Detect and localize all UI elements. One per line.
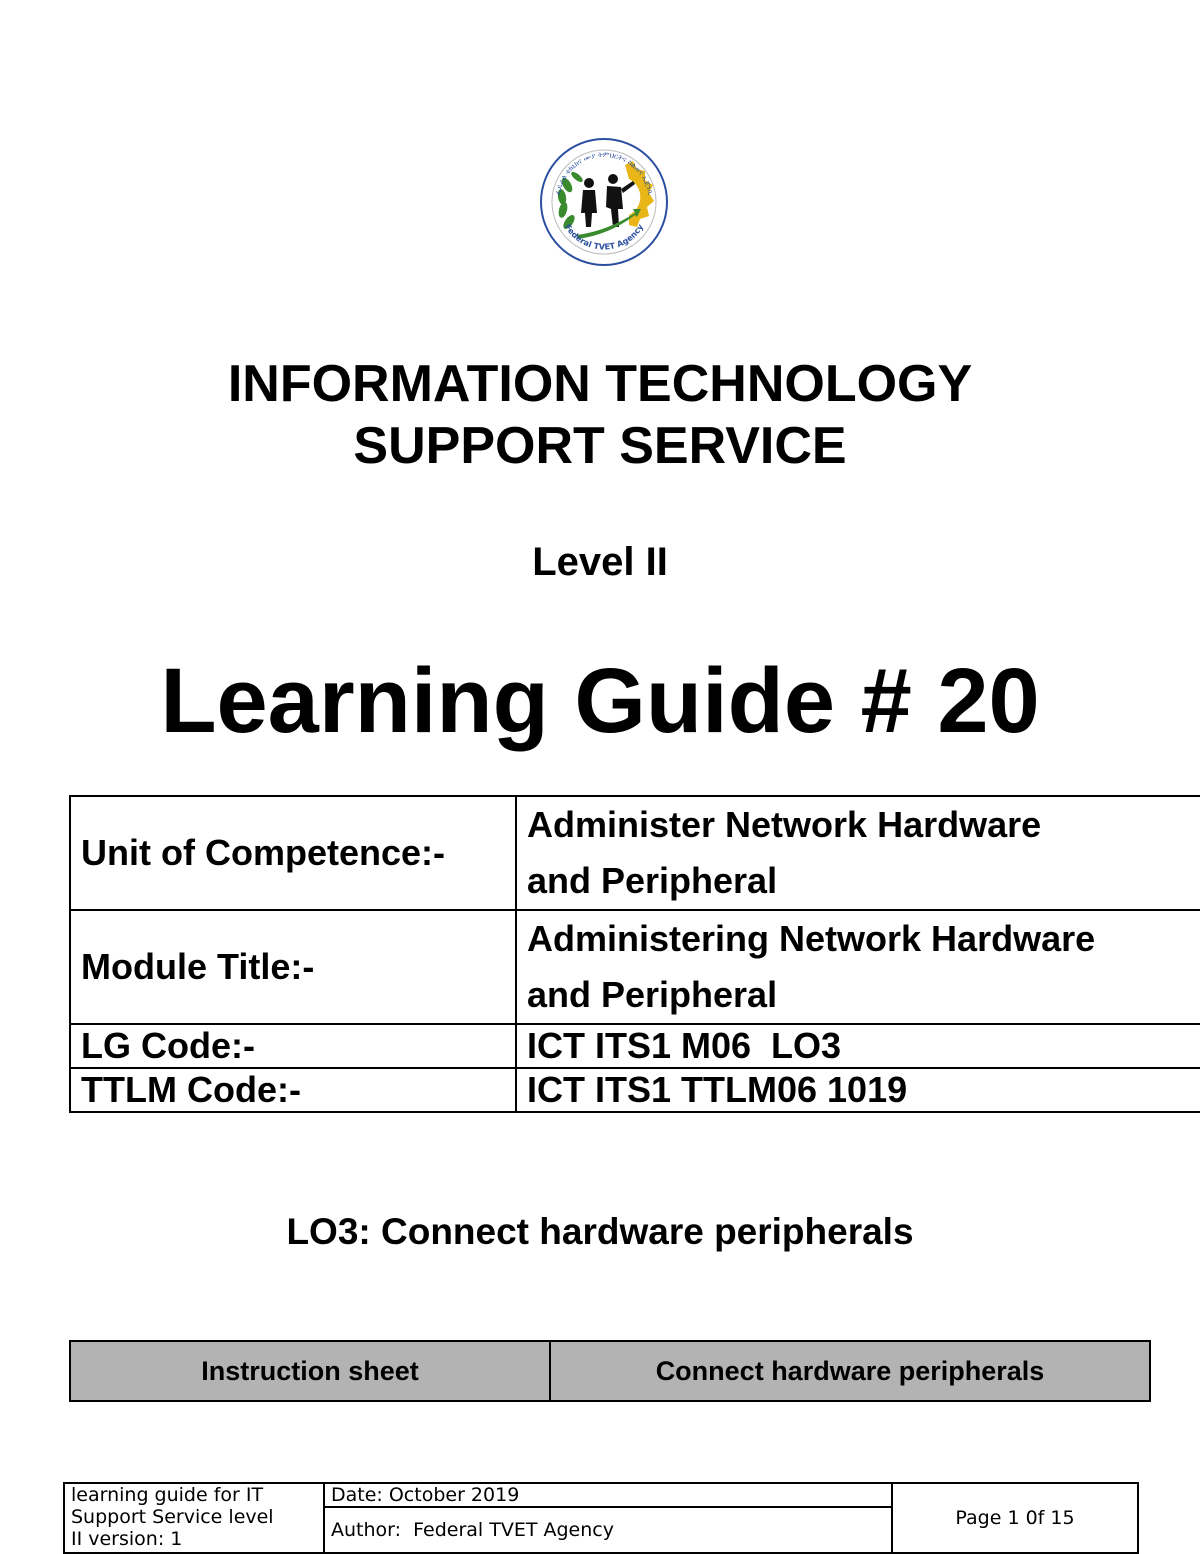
instruction-topic: Connect hardware peripherals — [550, 1341, 1150, 1401]
footer-guide-line2: Support Service level — [71, 1506, 274, 1528]
agency-logo — [537, 135, 671, 269]
logo-top-text: ፌዴራል ቴክኒክና ሙያ ትምህርትና ስልጠና ኤጀንሲ — [553, 150, 655, 196]
ttlm-code-value: ICT ITS1 TTLM06 1019 — [516, 1068, 1200, 1112]
module-title-value-line1: Administering Network Hardware — [527, 918, 1096, 959]
lo-heading: LO3: Connect hardware peripherals — [286, 1211, 914, 1252]
module-title-label: Module Title:- — [70, 910, 516, 1024]
unit-of-competence-value-line1: Administer Network Hardware — [527, 804, 1042, 845]
logo-bottom-text: Federal TVET Agency — [562, 222, 646, 252]
unit-of-competence-label: Unit of Competence:- — [70, 796, 516, 910]
info-table — [69, 795, 1200, 1113]
footer-guide-info — [64, 1483, 324, 1553]
title-line-1: INFORMATION TECHNOLOGY — [227, 355, 973, 413]
unit-of-competence-value-line2: and Peripheral — [527, 860, 778, 901]
footer-guide-line1: learning guide for IT — [71, 1484, 264, 1506]
footer-author: Author: Federal TVET Agency — [324, 1507, 892, 1553]
title-line-2: SUPPORT SERVICE — [353, 417, 847, 475]
instruction-sheet-label: Instruction sheet — [70, 1341, 550, 1401]
instruction-table — [69, 1340, 1151, 1402]
ttlm-code-label: TTLM Code:- — [70, 1068, 516, 1112]
table-row — [70, 1068, 1200, 1112]
table-row — [70, 1341, 1150, 1401]
table-row — [70, 1024, 1200, 1068]
module-title-value-line2: and Peripheral — [527, 974, 778, 1015]
lg-code-value: ICT ITS1 M06 LO3 — [516, 1024, 1200, 1068]
table-row — [64, 1483, 1138, 1507]
learning-guide-title: Learning Guide # 20 — [160, 650, 1040, 752]
page-footer — [63, 1482, 1139, 1554]
agency-seal-icon — [537, 135, 671, 269]
level-label: Level II — [532, 540, 668, 584]
footer-page-number: Page 1 0f 15 — [892, 1483, 1138, 1553]
lg-code-label: LG Code:- — [70, 1024, 516, 1068]
module-title-value — [516, 910, 1200, 1024]
table-row — [70, 910, 1200, 1024]
footer-date: Date: October 2019 — [324, 1483, 892, 1507]
footer-guide-line3: II version: 1 — [71, 1528, 183, 1550]
table-row — [70, 796, 1200, 910]
unit-of-competence-value — [516, 796, 1200, 910]
